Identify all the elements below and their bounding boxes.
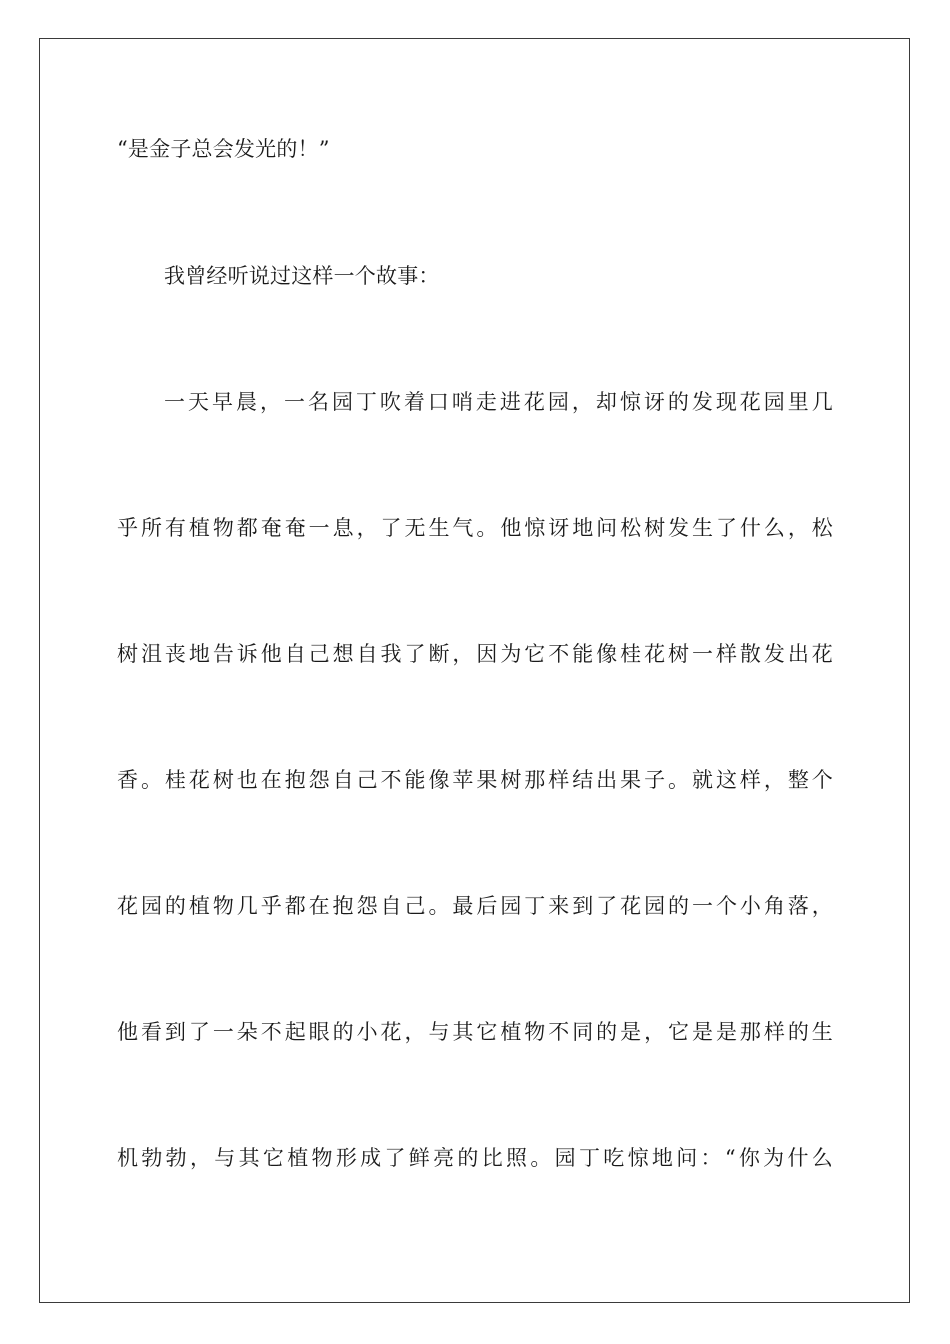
- text-line-paragraph: 乎所有植物都奄奄一息，了无生气。他惊讶地问松树发生了什么，松: [117, 516, 833, 540]
- text-line-quote: “是金子总会发光的！”: [117, 137, 330, 161]
- page-border: [39, 38, 910, 1303]
- text-line-intro: 我曾经听说过这样一个故事：: [164, 264, 440, 288]
- text-line-paragraph: 花园的植物几乎都在抱怨自己。最后园丁来到了花园的一个小角落，: [117, 894, 833, 918]
- text-line-paragraph: 树沮丧地告诉他自己想自我了断，因为它不能像桂花树一样散发出花: [117, 642, 833, 666]
- text-line-paragraph: 机勃勃，与其它植物形成了鲜亮的比照。园丁吃惊地问：“你为什么: [117, 1146, 833, 1170]
- text-line-paragraph: 香。桂花树也在抱怨自己不能像苹果树那样结出果子。就这样，整个: [117, 768, 833, 792]
- text-line-paragraph: 一天早晨，一名园丁吹着口哨走进花园，却惊讶的发现花园里几: [164, 390, 833, 414]
- text-line-paragraph: 他看到了一朵不起眼的小花，与其它植物不同的是，它是是那样的生: [117, 1020, 833, 1044]
